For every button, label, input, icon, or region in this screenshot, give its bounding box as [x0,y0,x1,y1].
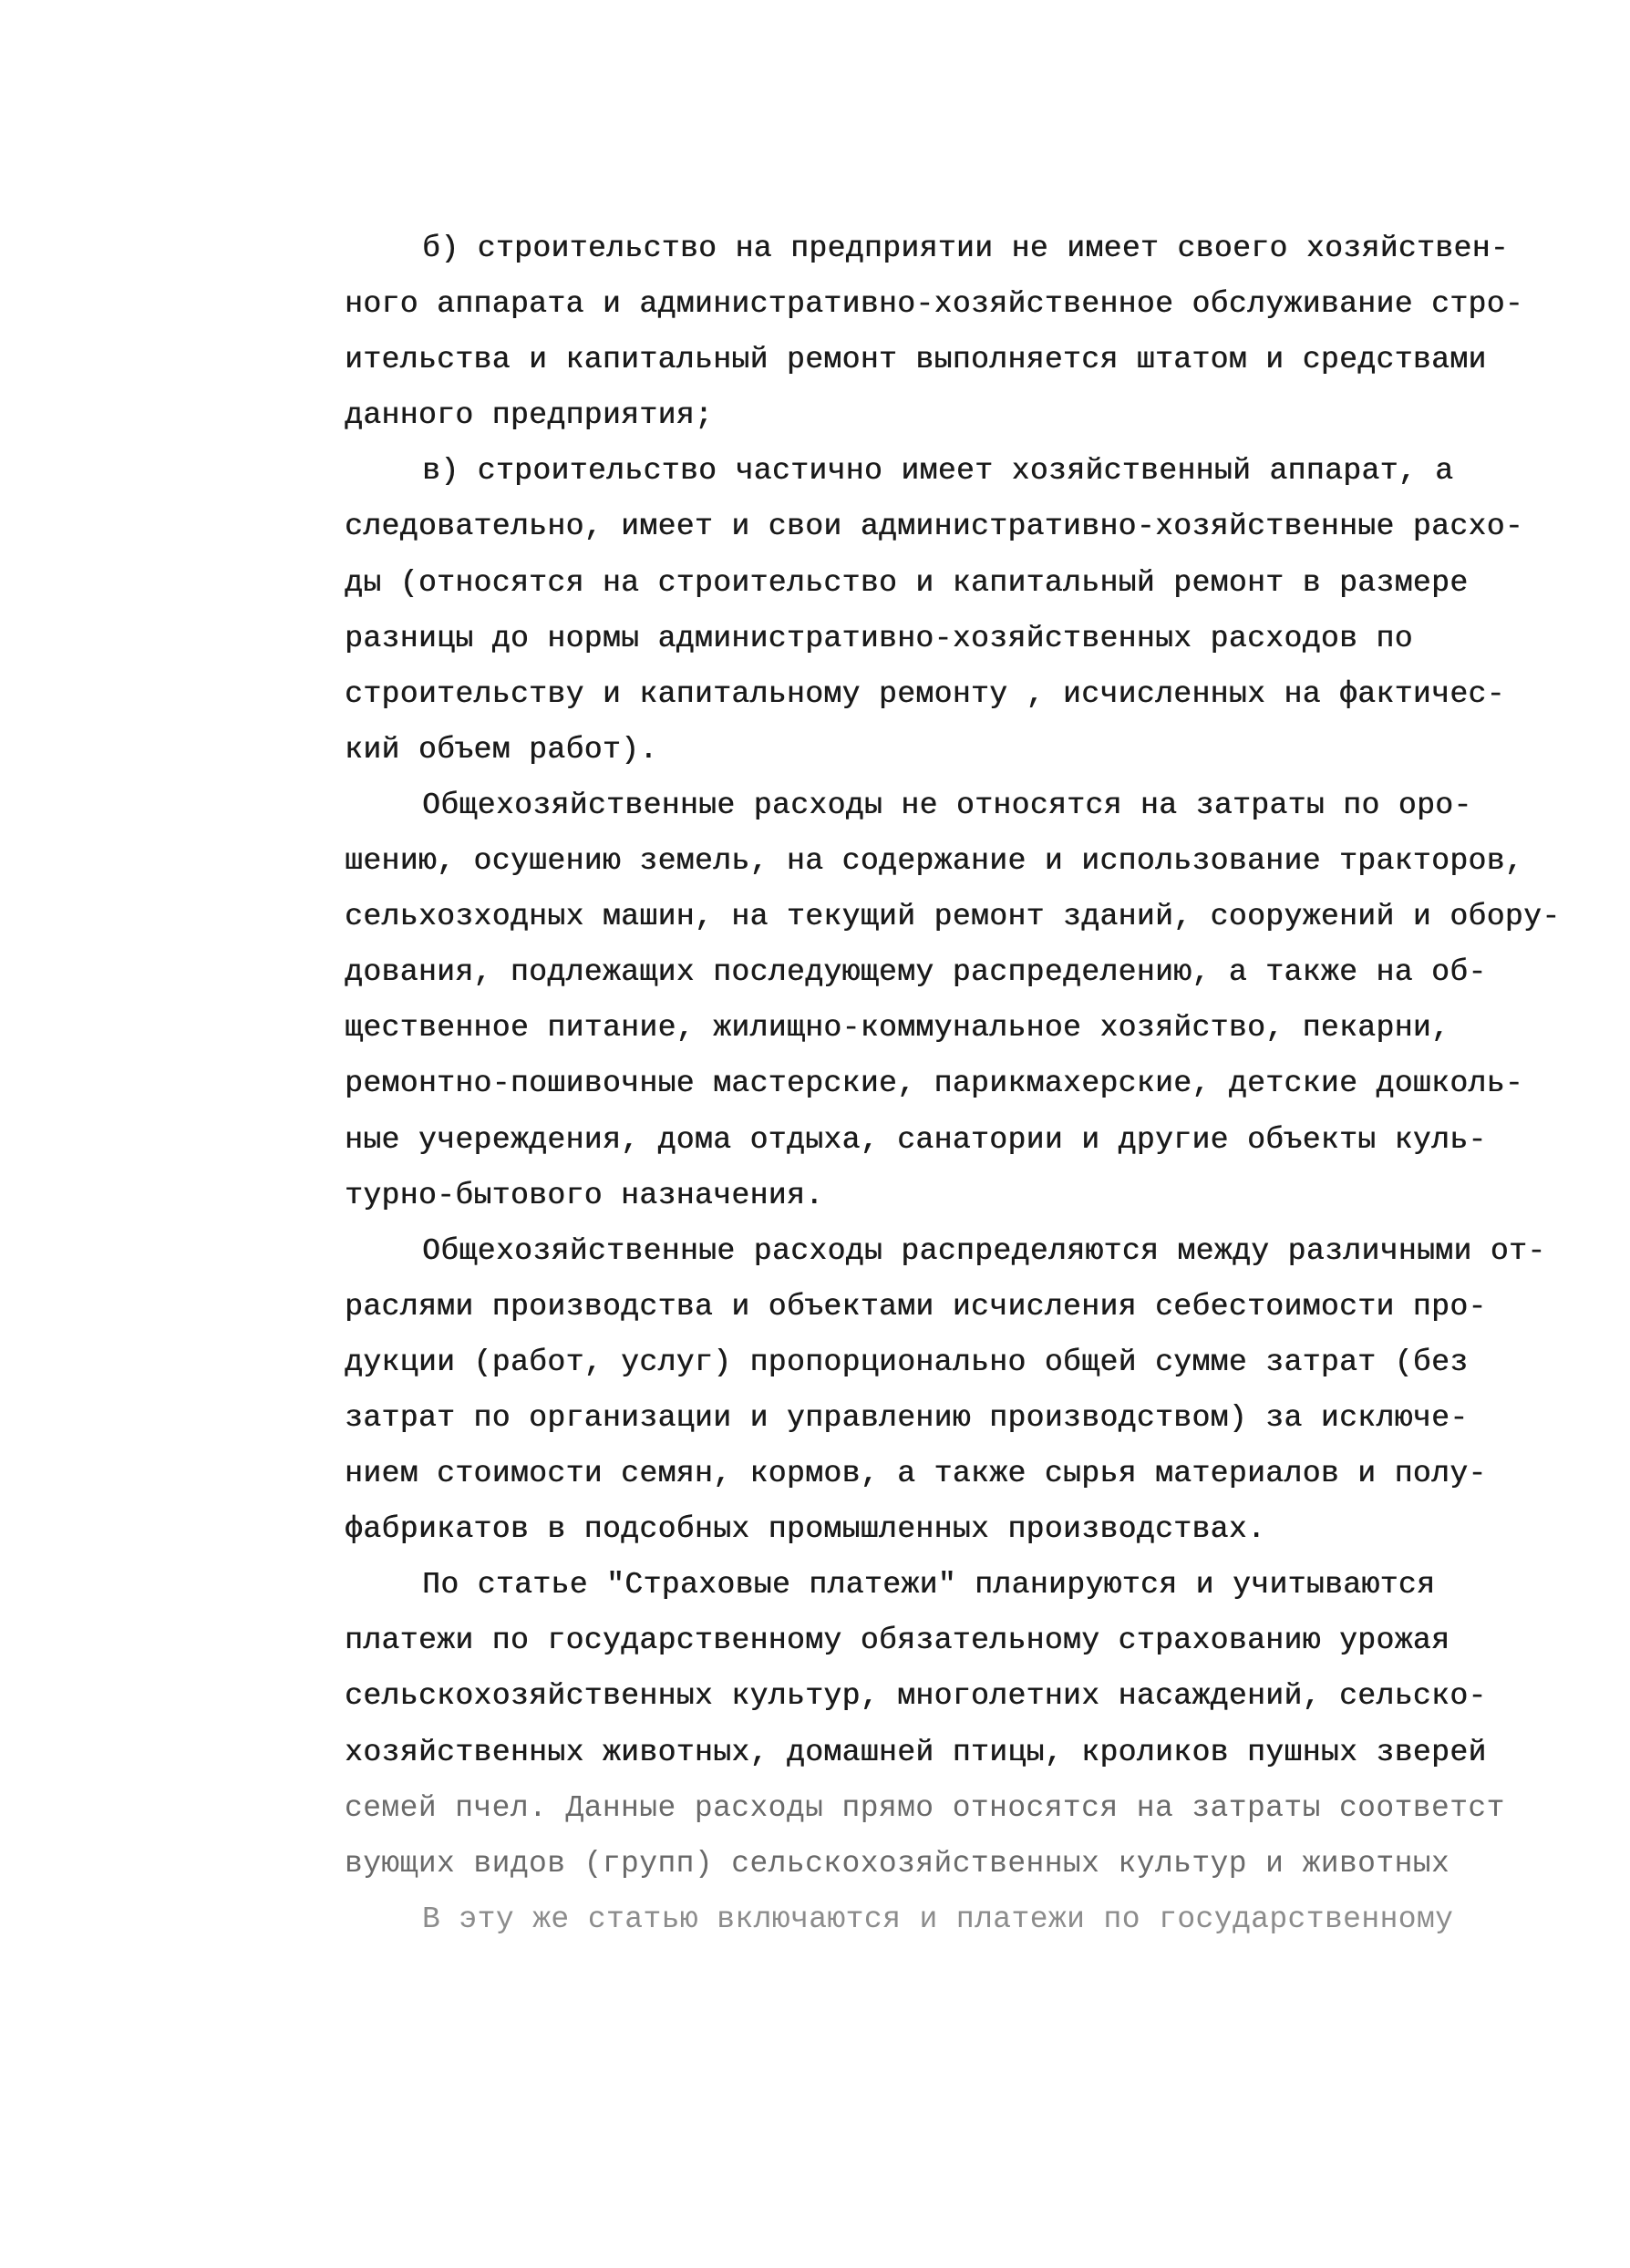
text-line: нием стоимости семян, кормов, а также сырья материалов и полу- [345,1457,1487,1491]
text-line: В эту же статью включаются и платежи по государственному [422,1902,1454,1936]
text-line: фабрикатов в подсобных промышленных производствах. [345,1512,1266,1547]
text-line: Общехозяйственные расходы не относятся на затраты по оро- [422,788,1472,822]
text-line: дования, подлежащих последующему распределению, а также на об- [345,955,1487,990]
text-line: ного аппарата и административно-хозяйственное обслуживание стро- [345,287,1524,322]
text-line: дукции (работ, услуг) пропорционально общей сумме затрат (без [345,1345,1469,1379]
text-line: Общехозяйственные расходы распределяются между различными от- [422,1233,1546,1268]
text-line: шению, осушению земель, на содержание и использование тракторов, [345,844,1524,879]
text-line: ды (относятся на строительство и капитальный ремонт в размере [345,565,1469,600]
text-line: щественное питание, жилищно-коммунальное хозяйство, пекарни, [345,1011,1450,1046]
text-line: в) строительство частично имеет хозяйственный аппарат, а [422,454,1454,489]
text-line: семей пчел. Данные расходы прямо относятся на затраты соответст [345,1790,1505,1825]
text-line: кий объем работ). [345,732,658,767]
document-text [345,221,1561,1947]
text-line: турно-бытового назначения. [345,1178,824,1212]
text-line: затрат по организации и управлению производством) за исключе- [345,1400,1469,1435]
text-line: хозяйственных животных, домашней птицы, кроликов пушных зверей [345,1735,1487,1769]
text-line: разницы до нормы административно-хозяйственных расходов по [345,621,1413,655]
text-line: раслями производства и объектами исчисления себестоимости про- [345,1289,1487,1324]
text-line: следовательно, имеет и свои административно-хозяйственные расхо- [345,510,1524,544]
text-line: ремонтно-пошивочные мастерские, парикмахерские, детские дошколь- [345,1067,1524,1101]
text-line: сельхозходных машин, на текущий ремонт зданий, сооружений и обору- [345,900,1561,934]
text-line: б) строительство на предприятии не имеет своего хозяйствен- [422,232,1509,265]
text-line: платежи по государственному обязательному страхованию урожая [345,1624,1450,1658]
text-line: ные учереждения, дома отдыха, санатории и другие объекты куль- [345,1122,1487,1157]
text-line: По статье "Страховые платежи" планируются и учитываются [422,1568,1436,1603]
text-line: строительству и капитальному ремонту , исчисленных на фактичес- [345,676,1505,711]
text-line: данного предприятия; [345,398,714,433]
text-line: сельскохозяйственных культур, многолетних насаждений, сельско- [345,1679,1487,1714]
text-line: вующих видов (групп) сельскохозяйственных культур и животных [345,1846,1450,1881]
text-line: ительства и капитальный ремонт выполняется штатом и средствами [345,343,1487,377]
